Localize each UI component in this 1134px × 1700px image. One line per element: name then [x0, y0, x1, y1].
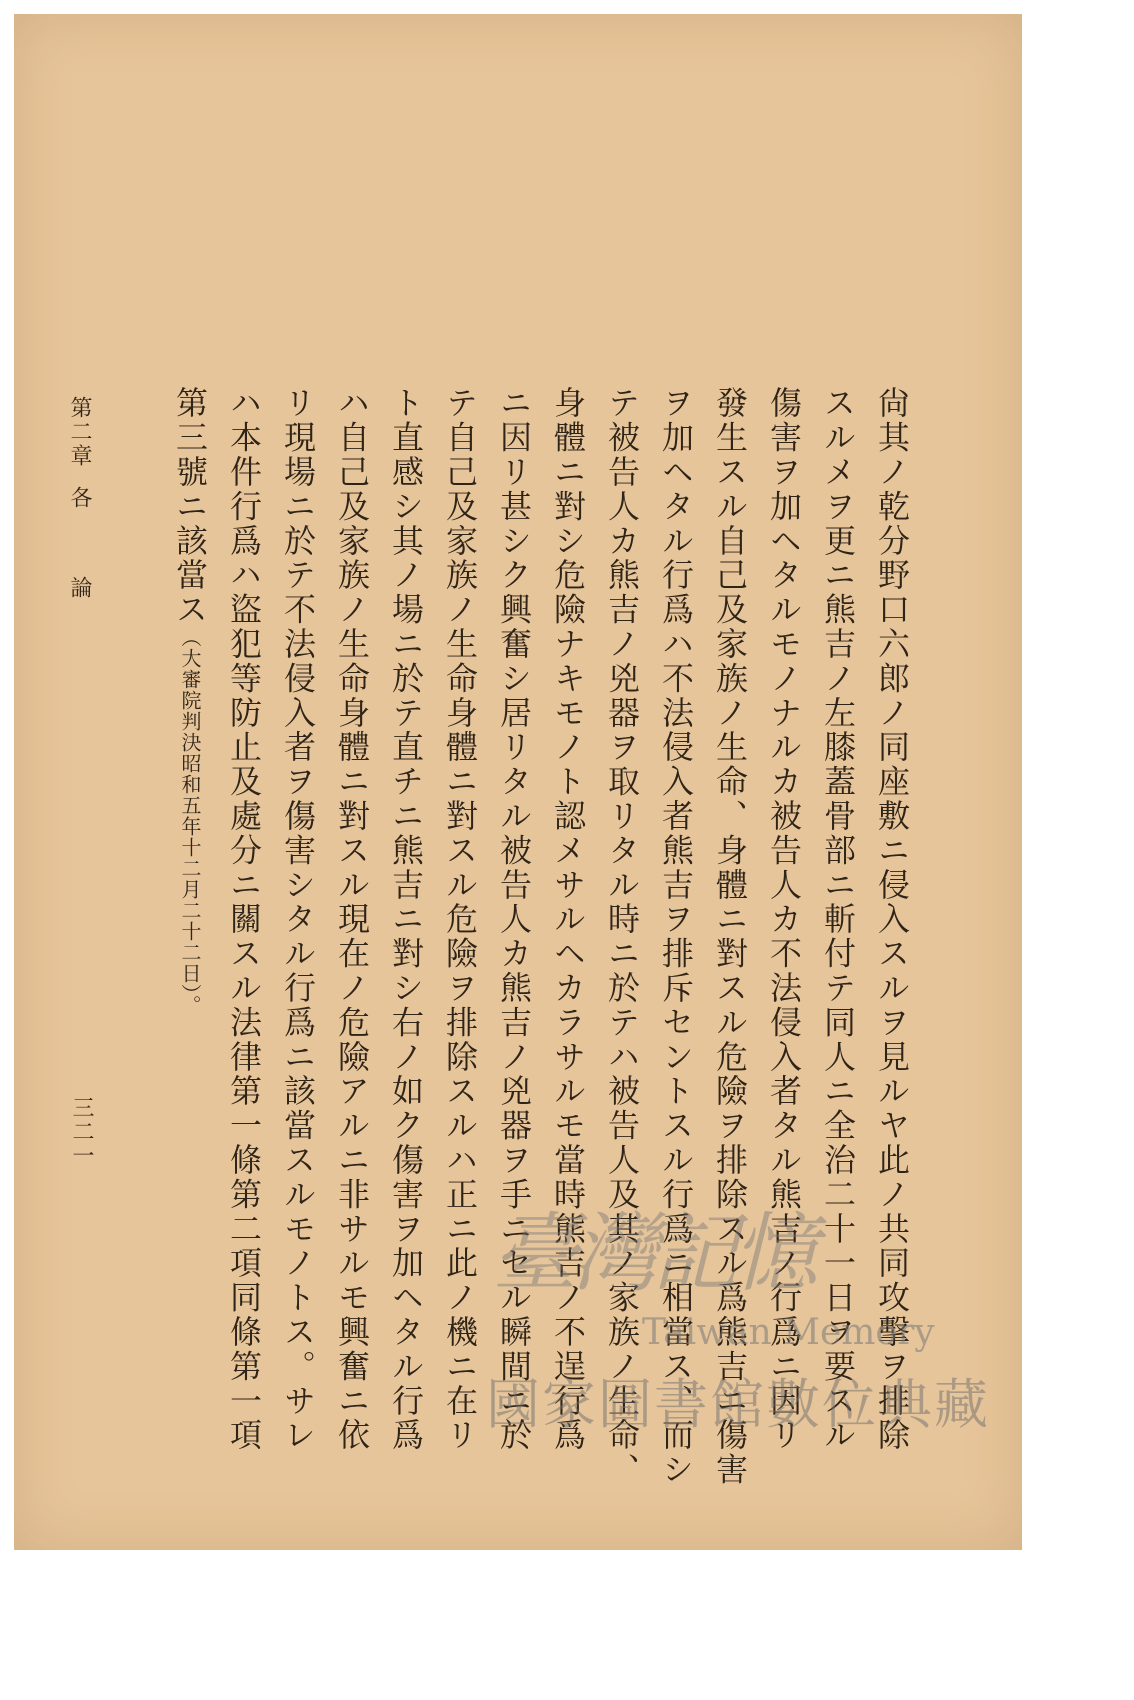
text-line-content: 第三號ニ該當ス: [171, 386, 209, 627]
text-line: ハ本件行爲ハ盜犯等防止及處分ニ關スル法律第一條第二項同條第一項: [225, 386, 263, 1453]
chapter-title: 各論: [67, 486, 92, 666]
text-line: ト直感シ其ノ場ニ於テ直チニ熊吉ニ對シ右ノ如ク傷害ヲ加ヘタル行爲: [387, 386, 425, 1453]
text-line: ヲ加ヘタル行爲ハ不法侵入者熊吉ヲ排斥セントスル行爲ニ相當ス、而シ: [657, 386, 695, 1487]
text-line: ニ因リ甚シク興奮シ居リタル被告人カ熊吉ノ兇器ヲ手ニセル瞬間ニ於: [495, 386, 533, 1453]
court-citation: （大審院判決昭和五年十二月二十二日）。: [178, 626, 202, 1016]
text-line: リ現場ニ於テ不法侵入者ヲ傷害シタル行爲ニ該當スルモノトス。サレ: [279, 386, 317, 1453]
text-line: テ被告人カ熊吉ノ兇器ヲ取リタル時ニ於テハ被告人及其ノ家族ノ生命、: [603, 386, 641, 1487]
text-line: スルメヲ更ニ熊吉ノ左膝蓋骨部ニ斬付テ同人ニ全治二十一日ヲ要スル: [819, 386, 857, 1453]
watermark-english: Taiwan Memory: [642, 1312, 935, 1353]
watermark-logo: 臺灣記憶: [492, 1204, 812, 1304]
text-line: 傷害ヲ加ヘタルモノナルカ被告人カ不法侵入者タル熊吉ノ行爲ニ因リ: [765, 386, 803, 1453]
text-line: 身體ニ對シ危險ナキモノト認メサルヘカラサルモ當時熊吉ノ不逞行爲: [549, 386, 587, 1453]
text-line: 尙其ノ乾分野口六郎ノ同座敷ニ侵入スルヲ見ルヤ此ノ共同攻擊ヲ排除: [873, 386, 911, 1453]
watermark-chinese: 國家圖書館數位典藏: [486, 1373, 990, 1436]
text-line: テ自己及家族ノ生命身體ニ對スル危險ヲ排除スルハ正ニ此ノ機ニ在リ: [441, 386, 479, 1453]
chapter-heading: 第二章: [67, 396, 92, 468]
text-line: 發生スル自己及家族ノ生命、身體ニ對スル危險ヲ排除スル爲熊吉ニ傷害: [711, 386, 749, 1487]
document-page: [14, 14, 1022, 1550]
text-line: ハ自己及家族ノ生命身體ニ對スル現在ノ危險アルニ非サルモ興奮ニ依: [333, 386, 371, 1453]
page-number: 三二一: [69, 1096, 94, 1168]
text-line-last: [171, 386, 209, 1016]
